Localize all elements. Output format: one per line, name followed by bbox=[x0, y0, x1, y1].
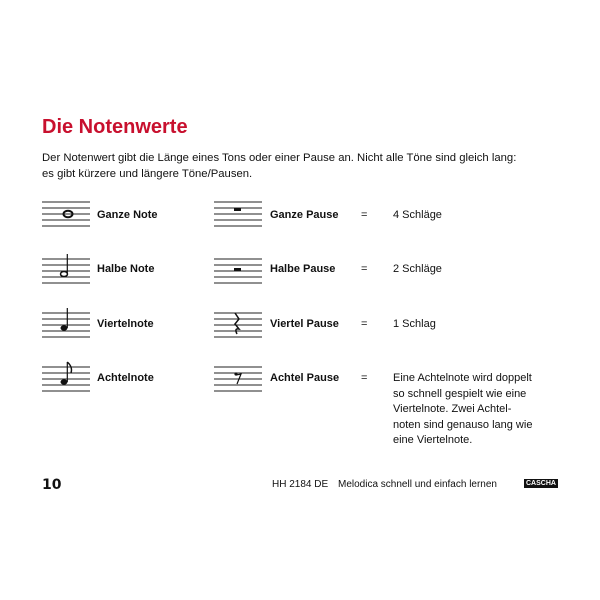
explanation-line: so schnell gespielt wie eine bbox=[393, 387, 527, 400]
half-note-staff-icon bbox=[42, 253, 92, 285]
eighth-explanation bbox=[393, 371, 532, 449]
book-title: Melodica schnell und einfach lernen bbox=[338, 479, 497, 490]
equals-sign: = bbox=[361, 372, 368, 384]
equals-sign: = bbox=[361, 318, 368, 330]
rest-label: Achtel Pause bbox=[270, 372, 340, 384]
intro-line-1: Der Notenwert gibt die Länge eines Tons oder einer Pause an. Nicht alle Töne sind gleich lang: bbox=[42, 152, 517, 164]
eighth-rest-staff-icon bbox=[214, 361, 264, 393]
explanation-line: Viertelnote. Zwei Achtel- bbox=[393, 403, 512, 415]
whole-rest-staff-icon bbox=[214, 199, 264, 231]
explanation-line: noten sind genauso lang wie bbox=[393, 418, 533, 431]
note-label: Viertelnote bbox=[97, 318, 154, 330]
note-label: Halbe Note bbox=[97, 263, 155, 275]
eighth-note-staff-icon bbox=[42, 361, 92, 393]
beat-value: 4 Schläge bbox=[393, 209, 442, 221]
rest-label: Halbe Pause bbox=[270, 263, 336, 275]
half-rest-staff-icon bbox=[214, 253, 264, 285]
quarter-note-staff-icon bbox=[42, 307, 92, 339]
equals-sign: = bbox=[361, 209, 368, 221]
beat-value: 1 Schlag bbox=[393, 318, 436, 330]
explanation-line: Eine Achtelnote wird doppelt bbox=[393, 372, 532, 384]
quarter-rest-staff-icon bbox=[214, 307, 264, 339]
rest-label: Ganze Pause bbox=[270, 209, 339, 221]
page-title: Die Notenwerte bbox=[42, 116, 188, 138]
rest-label: Viertel Pause bbox=[270, 318, 339, 330]
page-number: 10 bbox=[42, 477, 62, 493]
publisher-logo: CASCHA bbox=[526, 480, 556, 487]
catalog-code: HH 2184 DE bbox=[272, 479, 329, 490]
note-label: Ganze Note bbox=[97, 209, 158, 221]
whole-note-staff-icon bbox=[42, 199, 92, 231]
intro-line-2: es gibt kürzere und längere Töne/Pausen. bbox=[42, 168, 253, 180]
equals-sign: = bbox=[361, 263, 368, 275]
explanation-line: eine Viertelnote. bbox=[393, 434, 473, 446]
beat-value: 2 Schläge bbox=[393, 263, 442, 275]
note-label: Achtelnote bbox=[97, 372, 154, 384]
